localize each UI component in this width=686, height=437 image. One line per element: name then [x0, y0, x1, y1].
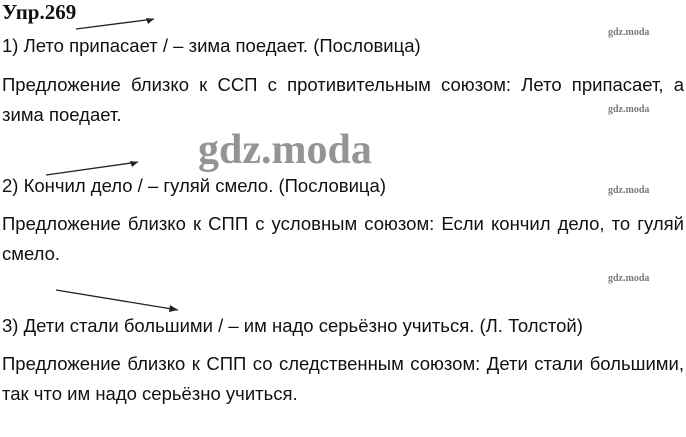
sentence-1: 1) Лето припасает / – зима поедает. (Пословица)	[2, 35, 421, 56]
watermark-small-3: gdz.moda	[608, 185, 650, 196]
explanation-3: Предложение близко к СПП со следственным союзом: Дети стали большими, так что им надо серьёзно учиться.	[2, 353, 684, 404]
watermark-big: gdz.moda	[198, 127, 372, 173]
watermark-small-2: gdz.moda	[608, 104, 650, 115]
explanation-2: Предложение близко к СПП с условным союзом: Если кончил дело, то гуляй смело.	[2, 213, 684, 264]
watermark-small-1: gdz.moda	[608, 27, 650, 38]
sentence-3: 3) Дети стали большими / – им надо серьёзно учиться. (Л. Толстой)	[2, 315, 583, 336]
watermark-small-4: gdz.moda	[608, 273, 650, 284]
sentence-2: 2) Кончил дело / – гуляй смело. (Пословица)	[2, 175, 386, 196]
arrow-mark-1	[76, 14, 156, 34]
explanation-1: Предложение близко к ССП с противительным союзом: Лето припасает, а зима поедает.	[2, 74, 684, 125]
exercise-title: Упр.269	[2, 0, 77, 24]
